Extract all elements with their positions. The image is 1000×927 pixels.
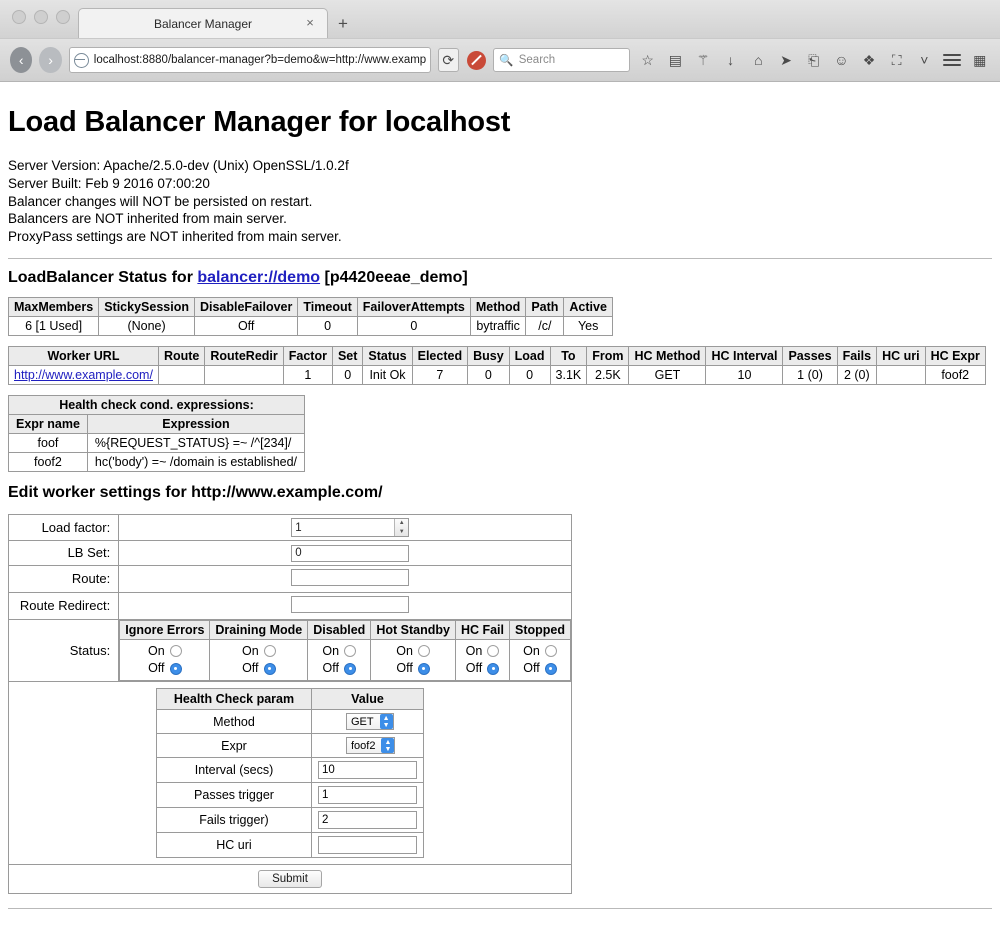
health-check-expressions-table <box>8 395 305 472</box>
cell-hc-method: GET <box>629 366 706 385</box>
cell-hc-uri <box>877 366 926 385</box>
send-icon[interactable]: ➤ <box>780 51 792 68</box>
server-info-line: Balancer changes will NOT be persisted on restart. <box>8 193 313 209</box>
hc-param-passes-cell <box>312 783 424 808</box>
chevron-updown-icon[interactable]: ▲ ▼ <box>380 714 393 729</box>
col-disablefailover: DisableFailover <box>194 298 297 317</box>
radio-off-icon[interactable] <box>418 663 430 675</box>
cell-load: 0 <box>509 366 550 385</box>
col-busy: Busy <box>468 347 510 366</box>
home-icon[interactable]: ⌂ <box>754 52 763 68</box>
cell-routeredir <box>205 366 283 385</box>
cell-expression: hc('body') =~ /domain is established/ <box>87 453 304 472</box>
hc-param-fails-cell <box>312 808 424 833</box>
table-caption-row <box>9 396 305 415</box>
status-stopped <box>510 639 571 681</box>
on-label: On <box>396 643 413 658</box>
ignore-errors-off[interactable] <box>126 660 203 677</box>
stopped-on[interactable] <box>516 643 564 660</box>
on-label: On <box>465 643 483 658</box>
col-routeredir: RouteRedir <box>205 347 283 366</box>
search-icon: 🔍 <box>499 55 514 67</box>
col-hot-standby: Hot Standby <box>371 620 456 639</box>
route-input[interactable] <box>291 569 409 586</box>
radio-off-icon[interactable] <box>545 663 557 675</box>
hc-interval-input[interactable]: 10 <box>318 761 417 779</box>
load-factor-value: 1 <box>295 521 302 534</box>
form-row-lb-set <box>9 541 572 566</box>
download-icon[interactable]: ↓ <box>727 52 735 68</box>
hc-method-select[interactable] <box>346 713 394 730</box>
page-title: Load Balancer Manager for localhost <box>8 106 511 138</box>
col-load: Load <box>509 347 550 366</box>
col-hc-param: Health Check param <box>157 689 312 710</box>
table-row <box>157 710 424 734</box>
submit-button[interactable]: Submit <box>258 870 322 888</box>
col-status: Status <box>363 347 412 366</box>
form-row-route <box>9 565 572 592</box>
col-stickysession: StickySession <box>99 298 195 317</box>
close-icon[interactable]: × <box>306 15 314 30</box>
cell-active: Yes <box>564 317 613 336</box>
edit-worker-heading: Edit worker settings for http://www.example.com/ <box>8 484 383 502</box>
table-header-row <box>9 298 613 317</box>
col-hc-interval: HC Interval <box>706 347 783 366</box>
address-bar[interactable] <box>69 47 431 73</box>
cell-failoverattempts: 0 <box>357 317 470 336</box>
customize-grid-icon[interactable]: ▦ <box>973 51 987 68</box>
col-route: Route <box>158 347 204 366</box>
off-label: Off <box>148 661 165 676</box>
submit-cell <box>9 865 572 894</box>
shield-icon[interactable]: ⚚ <box>696 51 710 68</box>
col-active: Active <box>564 298 613 317</box>
cell-expression: %{REQUEST_STATUS} =~ /^[234]/ <box>87 434 304 453</box>
radio-off-icon[interactable] <box>487 663 499 675</box>
col-hc-expr: HC Expr <box>925 347 985 366</box>
table-row <box>9 317 613 336</box>
col-hc-method: HC Method <box>629 347 706 366</box>
balancer-status-heading <box>8 269 992 287</box>
disabled-on[interactable] <box>314 643 364 660</box>
route-label: Route: <box>9 565 119 592</box>
col-ignore-errors: Ignore Errors <box>120 620 210 639</box>
hc-param-method-cell <box>312 710 424 734</box>
hc-expr-select[interactable] <box>346 737 395 754</box>
radio-on-icon[interactable] <box>264 645 276 657</box>
minimize-window-button[interactable] <box>34 10 48 24</box>
worker-table <box>8 346 986 385</box>
health-check-cell <box>9 682 572 865</box>
disabled-off[interactable] <box>314 660 364 677</box>
col-failoverattempts: FailoverAttempts <box>357 298 470 317</box>
cell-disablefailover: Off <box>194 317 297 336</box>
maximize-window-button[interactable] <box>56 10 70 24</box>
col-hc-fail: HC Fail <box>455 620 509 639</box>
status-hc-fail <box>455 639 509 681</box>
col-worker-url: Worker URL <box>9 347 159 366</box>
block-content-icon[interactable] <box>466 48 487 72</box>
on-label: On <box>523 643 540 658</box>
heading-prefix: LoadBalancer Status for <box>8 269 198 287</box>
hc-param-interval-label: Interval (secs) <box>157 758 312 783</box>
cell-stickysession: (None) <box>99 317 195 336</box>
server-info-line: Server Built: Feb 9 2016 07:00:20 <box>8 175 210 191</box>
hc-param-passes-label: Passes trigger <box>157 783 312 808</box>
window-controls[interactable] <box>12 10 70 24</box>
hc-param-interval-cell <box>312 758 424 783</box>
status-label: Status: <box>9 619 119 682</box>
on-label: On <box>322 643 340 658</box>
hc-uri-input[interactable] <box>318 836 417 854</box>
form-row-submit <box>9 865 572 894</box>
table-header-row <box>9 347 986 366</box>
hc-expr-caption: Health check cond. expressions: <box>9 396 305 415</box>
table-row <box>9 434 305 453</box>
cell-passes: 1 (0) <box>783 366 837 385</box>
window-titlebar <box>0 0 1000 38</box>
draining-mode-on[interactable] <box>216 643 301 660</box>
off-label: Off <box>242 661 259 676</box>
cell-timeout: 0 <box>298 317 357 336</box>
form-row-health-check <box>9 682 572 865</box>
route-redirect-cell <box>119 592 572 619</box>
cell-expr-name: foof <box>9 434 88 453</box>
hc-param-uri-label: HC uri <box>157 833 312 858</box>
off-label: Off <box>396 661 413 676</box>
status-cell <box>119 619 572 682</box>
server-info <box>8 157 992 246</box>
load-factor-label: Load factor: <box>9 515 119 541</box>
table-row <box>9 366 986 385</box>
cell-fails: 2 (0) <box>837 366 877 385</box>
off-label: Off <box>523 661 540 676</box>
status-disabled <box>308 639 371 681</box>
hc-param-method-label: Method <box>157 710 312 734</box>
bookmark-star-icon[interactable]: ☆ <box>641 51 654 68</box>
cell-method: bytraffic <box>470 317 525 336</box>
hc-fail-on[interactable] <box>462 643 503 660</box>
table-row <box>157 833 424 858</box>
table-row <box>157 783 424 808</box>
table-header-row <box>9 415 305 434</box>
hc-param-expr-label: Expr <box>157 734 312 758</box>
col-hc-uri: HC uri <box>877 347 926 366</box>
cell-status: Init Ok <box>363 366 412 385</box>
radio-off-icon[interactable] <box>264 663 276 675</box>
draining-mode-off[interactable] <box>216 660 301 677</box>
table-header-row <box>120 620 571 639</box>
cell-busy: 0 <box>468 366 510 385</box>
cell-factor: 1 <box>283 366 332 385</box>
save-to-pocket-icon[interactable]: ⎗ <box>808 51 820 68</box>
col-method: Method <box>470 298 525 317</box>
close-window-button[interactable] <box>12 10 26 24</box>
col-draining-mode: Draining Mode <box>210 620 308 639</box>
server-info-line: ProxyPass settings are NOT inherited from main server. <box>8 229 342 245</box>
table-row <box>157 758 424 783</box>
table-header-row <box>157 689 424 710</box>
cell-from: 2.5K <box>587 366 629 385</box>
col-timeout: Timeout <box>298 298 357 317</box>
chevron-updown-icon[interactable]: ▲ ▼ <box>381 738 394 753</box>
radio-on-icon[interactable] <box>344 645 356 657</box>
col-maxmembers: MaxMembers <box>9 298 99 317</box>
divider <box>8 258 992 259</box>
forward-icon[interactable]: › <box>39 47 61 73</box>
col-hc-value: Value <box>312 689 424 710</box>
new-tab-button[interactable]: + <box>338 13 348 33</box>
hc-param-expr-cell <box>312 734 424 758</box>
extension-icon[interactable]: ❖ <box>862 51 876 68</box>
stepper-buttons[interactable]: ▲ ▼ <box>394 519 408 536</box>
col-from: From <box>587 347 629 366</box>
cell-expr-name: foof2 <box>9 453 88 472</box>
hc-passes-input[interactable]: 1 <box>318 786 417 804</box>
hc-expr-value: foof2 <box>351 739 376 752</box>
col-disabled: Disabled <box>308 620 371 639</box>
off-label: Off <box>322 661 339 676</box>
cell-route <box>158 366 204 385</box>
ignore-errors-on[interactable] <box>126 643 203 660</box>
table-row <box>157 734 424 758</box>
cell-set: 0 <box>332 366 362 385</box>
radio-on-icon[interactable] <box>170 645 182 657</box>
cell-hc-interval: 10 <box>706 366 783 385</box>
hot-standby-on[interactable] <box>377 643 449 660</box>
hc-fail-off[interactable] <box>462 660 503 677</box>
page-content <box>0 82 1000 909</box>
back-icon[interactable]: ‹ <box>10 47 32 73</box>
browser-chrome <box>0 0 1000 82</box>
worker-settings-form <box>8 514 572 894</box>
col-passes: Passes <box>783 347 837 366</box>
route-redirect-input[interactable] <box>291 596 409 613</box>
search-placeholder: Search <box>518 54 556 66</box>
server-info-line: Balancers are NOT inherited from main server. <box>8 211 287 227</box>
form-row-status <box>9 619 572 682</box>
tab-strip <box>78 0 358 38</box>
route-cell <box>119 565 572 592</box>
col-to: To <box>550 347 587 366</box>
lb-set-input[interactable]: 0 <box>291 545 409 562</box>
status-draining-mode <box>210 639 308 681</box>
search-input[interactable] <box>493 48 630 72</box>
navigation-toolbar <box>0 38 1000 81</box>
radio-off-icon[interactable] <box>170 663 182 675</box>
load-factor-stepper[interactable] <box>291 518 409 537</box>
globe-icon <box>74 53 89 68</box>
lb-set-cell <box>119 541 572 566</box>
form-row-route-redirect <box>9 592 572 619</box>
radio-on-icon[interactable] <box>487 645 499 657</box>
table-row <box>9 453 305 472</box>
tab-title: Balancer Manager <box>153 16 253 31</box>
radio-off-icon[interactable] <box>344 663 356 675</box>
status-hot-standby <box>371 639 456 681</box>
col-elected: Elected <box>412 347 467 366</box>
off-label: Off <box>465 661 483 676</box>
on-label: On <box>147 643 165 658</box>
worker-url-link[interactable]: http://www.example.com/ <box>14 368 153 383</box>
col-path: Path <box>526 298 564 317</box>
hc-param-uri-cell <box>312 833 424 858</box>
table-row <box>120 639 571 681</box>
stopped-off[interactable] <box>516 660 564 677</box>
radio-on-icon[interactable] <box>418 645 430 657</box>
chevron-down-icon[interactable]: ˅ <box>920 52 929 68</box>
balancer-link[interactable]: balancer://demo <box>197 269 321 287</box>
cell-worker-url <box>9 366 159 385</box>
url-text: localhost:8880/balancer-manager?b=demo&w=http://www.examp <box>93 54 426 66</box>
hc-param-fails-label: Fails trigger) <box>157 808 312 833</box>
server-info-line: Server Version: Apache/2.5.0-dev (Unix) OpenSSL/1.0.2f <box>8 158 349 173</box>
cell-maxmembers: 6 [1 Used] <box>9 317 99 336</box>
reader-view-icon[interactable]: ▤ <box>668 51 682 68</box>
on-label: On <box>241 643 259 658</box>
balancer-summary-table <box>8 297 613 336</box>
hc-fails-input[interactable]: 2 <box>318 811 417 829</box>
load-factor-cell <box>119 515 572 541</box>
cell-path: /c/ <box>526 317 564 336</box>
cell-hc-expr: foof2 <box>925 366 985 385</box>
radio-on-icon[interactable] <box>545 645 557 657</box>
cell-to: 3.1K <box>550 366 587 385</box>
col-factor: Factor <box>283 347 332 366</box>
form-row-load-factor <box>9 515 572 541</box>
battery-icon[interactable]: ⛶ <box>891 51 902 68</box>
hc-method-value: GET <box>351 715 374 728</box>
col-stopped: Stopped <box>510 620 571 639</box>
status-table <box>119 620 571 682</box>
col-set: Set <box>332 347 362 366</box>
route-redirect-label: Route Redirect: <box>9 592 119 619</box>
col-expr-name: Expr name <box>9 415 88 434</box>
smiley-feedback-icon[interactable]: ☺ <box>834 52 849 68</box>
col-fails: Fails <box>837 347 877 366</box>
menu-hamburger-icon[interactable] <box>942 48 963 72</box>
bottom-divider <box>8 908 992 909</box>
hot-standby-off[interactable] <box>377 660 449 677</box>
cell-elected: 7 <box>412 366 467 385</box>
status-ignore-errors <box>120 639 210 681</box>
table-row <box>157 808 424 833</box>
col-expression: Expression <box>87 415 304 434</box>
tab-balancer-manager[interactable] <box>78 8 328 38</box>
heading-suffix: [p4420eeae_demo] <box>320 269 468 287</box>
lb-set-label: LB Set: <box>9 541 119 566</box>
health-check-param-table <box>156 688 424 858</box>
reload-icon[interactable]: ⟳ <box>438 48 459 72</box>
